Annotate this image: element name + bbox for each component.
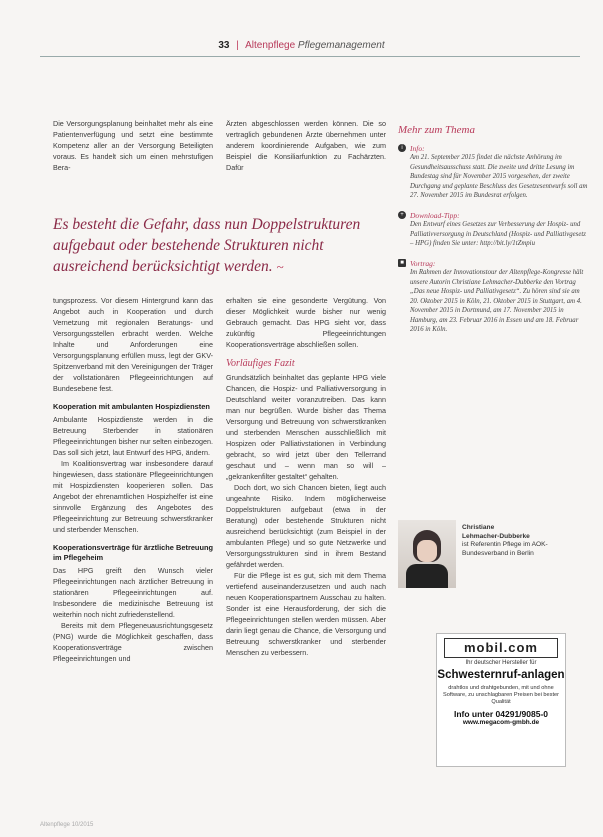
author-text: [462, 524, 588, 558]
ad-logo: mobil.com: [444, 638, 558, 658]
subheading: Vorläufiges Fazit: [226, 358, 295, 369]
author-box: [398, 520, 588, 588]
info-icon: i: [398, 144, 406, 152]
ad-description: drahtlos und drahtgebunden, mit und ohne Software, zu unschlagbaren Preisen bei bester Qualität: [443, 685, 559, 705]
advertisement[interactable]: [436, 633, 566, 767]
sidebar-item-body: Am 21. September 2015 findet die nächste Anhörung im Gesundheitsausschuss statt. Die zweite und dritte Lesung im Bundestag sind für November 2015 vorgesehen, der zweite Durchgang und geplante Beschluss des Gesetzesentwurfs soll am 27. November 2015 im Bundesrat erfolgen.: [410, 154, 588, 199]
sidebar-more-on-topic: [398, 126, 588, 345]
column-2: [226, 295, 386, 658]
author-first-name: Christiane: [462, 524, 495, 531]
wave-mark-icon: ~: [276, 259, 284, 274]
paragraph: Bereits mit dem Pflegeneuausrichtungsgesetz (PNG) wurde die Möglichkeit geschaffen, dass Kooperationsverträge zwischen Pflegeeinrichtungen und: [53, 621, 213, 663]
header-section: Pflegemanagement: [297, 40, 385, 51]
page-number: 33: [218, 40, 230, 51]
sidebar-item-label: Download-Tipp:: [410, 210, 460, 220]
sidebar-item-lecture: [398, 259, 588, 335]
paragraph: Grundsätzlich beinhaltet das geplante HPG viele Chancen, die Hospiz- und Palliativversorgung in Deutschland weiter voranzutreiben. Das kann man nur begrüßen. Wurde bisher das Thema Versorgung und Betreuung von schwerstkranken und sterbenden Menschen ausschließlich mit Hospizen oder Palliativstationen in Verbindung gebracht, so wird jetzt über den Tellerrand geschaut und – wenn man so will – „gekrankenfilter gestaltet“ gehalten.: [226, 373, 386, 481]
paragraph: Für die Pflege ist es gut, sich mit dem Thema vertiefend auseinanderzusetzen und auch nach neuen Kooperationspartnern Ausschau zu halten. Sonder ist eine Herausforderung, der sich die Pflegeeinrichtungen stellen werden müssen. Aber darin liegt genau die Chance, die Versorgung und Betreuung schwerstkranker und sterbender Menschen zu verbessern.: [226, 571, 386, 657]
paragraph: tungsprozess. Vor diesem Hintergrund kann das Angebot auch in Kooperation und durch Vernetzung mit regionalen Beratungs- und Versorgungsstellen erbracht werden. Welche Inhalte und Anforderungen eine Versorgungsplanung erfüllen muss, legt der GKV-Spitzenverband mit den Vereinigungen der Träger der vollstationären Pflegeeinrichtungen auf Bundesebene fest.: [53, 296, 213, 393]
subheading: Kooperation mit ambulanten Hospizdiensten: [53, 402, 210, 411]
header-brand: Altenpflege: [245, 40, 296, 51]
paragraph: erhalten sie eine gesonderte Vergütung. Von dieser Möglichkeit wurde bisher nur wenig Gebrauch gemacht. Das HPG sieht vor, dass zukünftig Pflegeeinrichtungen Kooperationsverträge abschließen sollen.: [226, 296, 386, 349]
author-face: [417, 540, 437, 562]
ad-headline: Schwesternruf-anlagen: [437, 669, 565, 681]
column-1-top: [53, 118, 213, 173]
header-separator-icon: |: [236, 40, 239, 51]
author-role: ist Referentin Pflege im AOK-Bundesverband in Berlin: [462, 541, 548, 557]
download-icon: +: [398, 211, 406, 219]
page-header: [0, 40, 603, 51]
author-photo: [398, 520, 456, 588]
page-footer: Altenpflege 10/2015: [40, 822, 94, 828]
sidebar-item-download: [398, 211, 588, 249]
column-1: [53, 295, 213, 664]
lecture-icon: ■: [398, 259, 406, 267]
pull-quote: [53, 214, 393, 277]
paragraph: Ärzten abgeschlossen werden können. Die so vertraglich gebundenen Ärzte übernehmen unter anderem koordinierende Aufgaben, wie zum Beispiel die Konsiliarfunktion zu Fachärzten. Dafür: [226, 119, 386, 172]
header-rule: [40, 56, 580, 57]
ad-url-link[interactable]: www.megacom-gmbh.de: [462, 719, 540, 726]
sidebar-item-body[interactable]: Den Entwurf eines Gesetzes zur Verbesserung der Hospiz- und Palliativversorgung in Deutschland (Hospiz- und Palliativgesetz – HPG) finden Sie unter: http://bit.ly/1tZmpiu: [410, 221, 586, 247]
sidebar-item-label: Vortrag:: [410, 258, 436, 268]
ad-tagline: Ihr deutscher Hersteller für: [465, 660, 537, 666]
column-2-top: [226, 118, 386, 173]
paragraph: Doch dort, wo sich Chancen bieten, liegt auch ungeahnte Risiko. Indem möglicherweise Doppelstrukturen aufgebaut (etwa in der Beratung) oder bestehende Strukturen nicht ausreichend berücksichtigt (zum Beispiel in der ambulanten Pflege) und so gute Netzwerke und Versorgungsstrukturen sind in ihrem Bestand gefährdet werden.: [226, 483, 386, 569]
sidebar-item-info: [398, 144, 588, 201]
sidebar-title: Mehr zum Thema: [398, 124, 475, 136]
author-body: [406, 564, 448, 588]
pull-quote-text: Es besteht die Gefahr, dass nun Doppelstrukturen aufgebaut oder bestehende Strukturen nicht ausreichend berücksichtigt werden.: [53, 216, 361, 275]
paragraph: Das HPG greift den Wunsch vieler Pflegeeinrichtungen nach ärztlicher Betreuung in stationären Pflegeeinrichtungen auf. Insbesondere die medizinische Betreuung ist weiterhin noch nicht zufriedenstellend.: [53, 566, 213, 619]
paragraph: Ambulante Hospizdienste werden in die Betreuung Sterbender in stationären Pflegeeinrichtungen bisher nur selten einbezogen. Das soll sich jetzt, laut Entwurf des HPG, ändern.: [53, 415, 213, 457]
sidebar-item-label: Info:: [410, 143, 425, 153]
paragraph: Die Versorgungsplanung beinhaltet mehr als eine Patientenverfügung und setzt eine bestimmte Kompetenz aller an der Versorgung Beteiligten voraus. Es handelt sich um einen mehrstufigen Bera-: [53, 119, 213, 172]
author-last-name: Lehmacher-Dubberke: [462, 532, 530, 540]
subheading: Kooperationsverträge für ärztliche Betreuung im Pflegeheim: [53, 543, 213, 562]
sidebar-item-body: Im Rahmen der Innovationstour der Altenpflege-Kongresse hält unsere Autorin Christiane Lehmacher-Dubberke den Vortrag „Das neue Hospiz- und Palliativgesetz“. Zu hören sind sie am 20. Oktober 2015 in Köln, 21. Oktober 2015 in Stuttgart, am 4. November 2015 in Dortmund, am 17. November 2015 in Hamburg, am 23. Februar 2016 in Essen und am 18. Februar 2016 in Köln.: [410, 269, 584, 333]
paragraph: Im Koalitionsvertrag war insbesondere darauf hingewiesen, dass stationäre Pflegeeinrichtungen mit Hospizdiensten kooperieren sollen. Das Angebot der ehrenamtlichen Hospizhelfer ist eine sinnvolle Ergänzung des Angebotes des Pflegeeinrichtung zur Betreuung schwerstkranker und sterbender Menschen.: [53, 459, 213, 534]
ad-phone: Info unter 04291/9085-0: [453, 709, 548, 719]
